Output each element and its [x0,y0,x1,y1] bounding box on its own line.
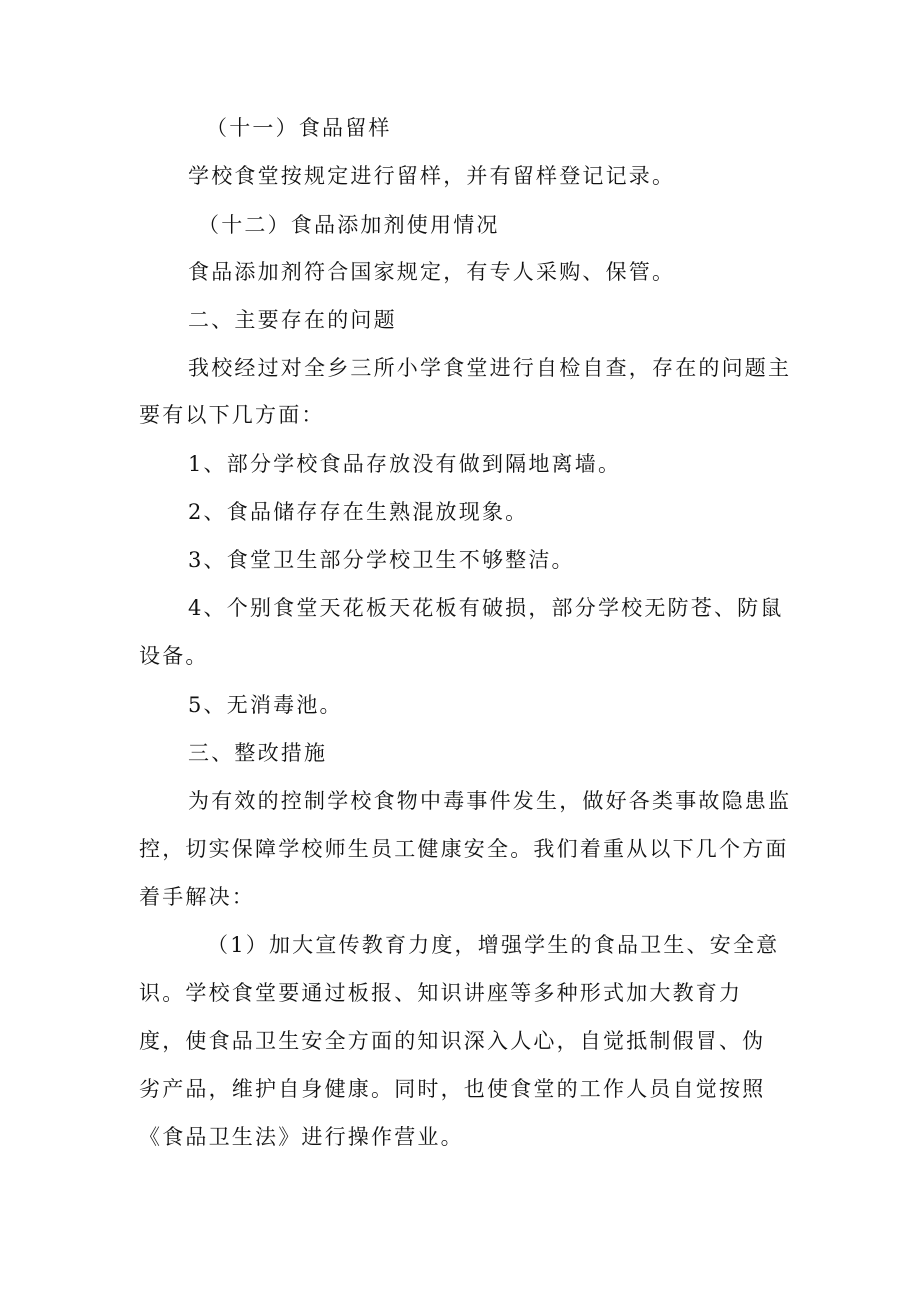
paragraph-line: 着手解决： [139,885,255,909]
section-heading-main-problems: 二、主要存在的问题 [188,308,397,332]
paragraph-line: 为有效的控制学校食物中毒事件发生，做好各类事故隐患监 [188,789,792,813]
list-item-problem-5: 5、无消毒池。 [188,693,343,717]
paragraph-line: 控，切实保障学校师生员工健康安全。我们着重从以下几个方面 [139,837,789,861]
list-item-problem-4-continued: 设备。 [139,644,209,668]
paragraph-line: 识。学校食堂要通过板报、知识讲座等多种形式加大教育力 [139,981,743,1005]
paragraph-line: 度，使食品卫生安全方面的知识深入人心，自觉抵制假冒、伪 [139,1029,766,1053]
paragraph-line: 《食品卫生法》进行操作营业。 [139,1125,464,1149]
paragraph-line: 劣产品，维护自身健康。同时，也使食堂的工作人员自觉按照 [139,1077,766,1101]
list-item-problem-2: 2、食品储存存在生熟混放现象。 [188,500,529,524]
list-item-problem-4: 4、个别食堂天花板天花板有破损，部分学校无防苍、防鼠 [188,596,784,620]
section-heading-food-additives: （十二）食品添加剂使用情况 [198,213,500,237]
paragraph-food-sample: 学校食堂按规定进行留样，并有留样登记记录。 [188,164,676,188]
list-item-measure-1: （1）加大宣传教育力度，增强学生的食品卫生、安全意 [207,933,780,957]
paragraph-line: 我校经过对全乡三所小学食堂进行自检自查，存在的问题主 [188,356,792,380]
section-heading-food-sample: （十一）食品留样 [206,116,392,140]
paragraph-line: 要有以下几方面： [139,403,325,427]
section-heading-rectification: 三、整改措施 [188,741,328,765]
list-item-problem-3: 3、食堂卫生部分学校卫生不够整洁。 [188,548,575,572]
paragraph-food-additives: 食品添加剂符合国家规定，有专人采购、保管。 [188,260,676,284]
list-item-problem-1: 1、部分学校食品存放没有做到隔地离墙。 [188,452,622,476]
